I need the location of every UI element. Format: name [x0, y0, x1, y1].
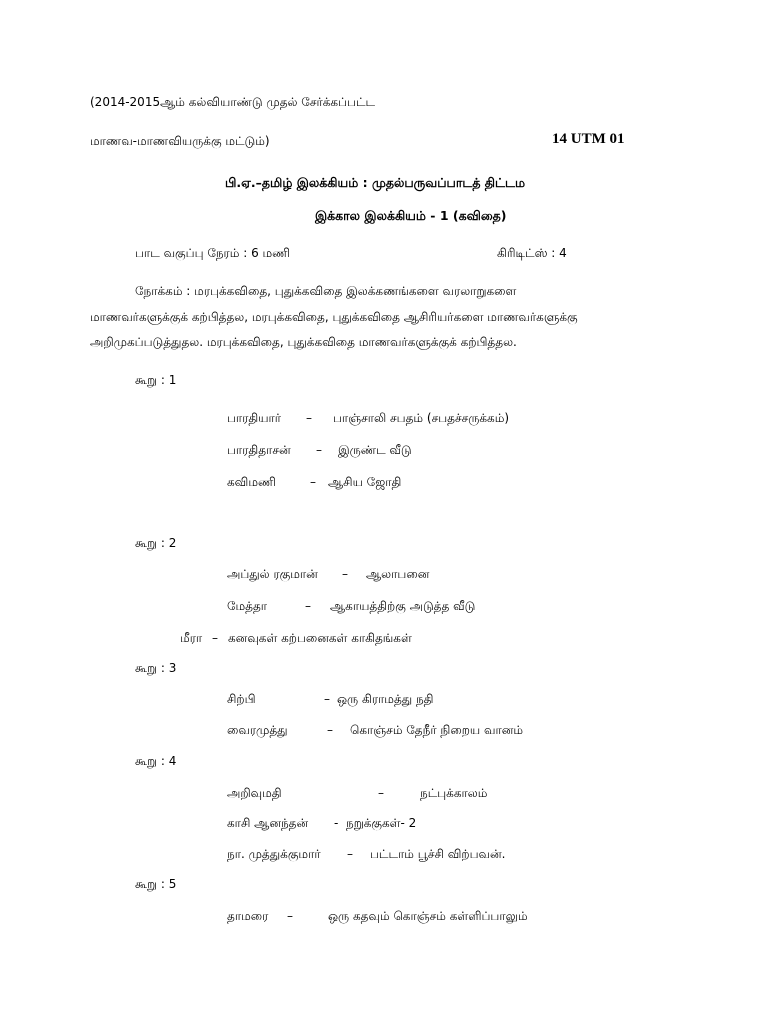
- paper-title: இக்கால இலக்கியம் - 1 (கவிதை): [315, 208, 507, 223]
- unit-item-sep: –: [327, 723, 333, 737]
- unit-item-author: காசி ஆனந்தன்: [227, 816, 309, 830]
- unit-label: கூறு : 3: [135, 661, 177, 675]
- objective-line-3: அறிமுகப்படுத்துதல. மரபுக்கவிதை, புதுக்கவிதை மாணவர்களுக்குக் கற்பித்தல.: [90, 335, 517, 349]
- unit-item-sep: –: [212, 631, 218, 645]
- unit-label: கூறு : 2: [135, 536, 177, 550]
- course-title: பி.ஏ.–தமிழ் இலக்கியம் : முதல்பருவப்பாடத் திட்டம: [225, 175, 526, 190]
- unit-item-sep: –: [324, 692, 330, 706]
- unit-item-author: சிற்பி: [227, 692, 256, 706]
- header-line-2: மாணவ-மாணவியருக்கு மட்டும்): [90, 134, 270, 148]
- unit-item-sep: –: [378, 786, 384, 800]
- unit-item-work: பாஞ்சாலி சபதம் (சபதச்சருக்கம்): [333, 411, 510, 425]
- unit-item-author: பாரதியார்: [227, 411, 282, 425]
- unit-item-work: ஒரு கதவும் கொஞ்சம் கள்ளிப்பாலும்: [328, 909, 528, 923]
- unit-item-author: அறிவுமதி: [227, 786, 282, 800]
- unit-item-sep: –: [347, 847, 353, 861]
- unit-item-work: இருண்ட வீடு: [338, 443, 412, 457]
- unit-item-work: பட்டாம் பூச்சி விற்பவன்.: [370, 847, 506, 861]
- unit-item-work: ஆசிய ஜோதி: [328, 475, 402, 489]
- unit-label: கூறு : 5: [135, 877, 177, 891]
- unit-item-sep: -: [334, 816, 339, 830]
- unit-item-author: பாரதிதாசன்: [227, 443, 291, 457]
- unit-item-work: ஒரு கிராமத்து நதி: [337, 692, 434, 706]
- class-hours: பாட வகுப்பு நேரம் : 6 மணி: [135, 246, 291, 260]
- unit-item-work: கனவுகள் கற்பனைகள் காகிதங்கள்: [228, 631, 412, 645]
- unit-item-work: ஆலாபனை: [366, 567, 430, 581]
- unit-item-work: ஆகாயத்திற்கு அடுத்த வீடு: [330, 599, 476, 613]
- objective-line-2: மாணவர்களுக்குக் கற்பித்தல, மரபுக்கவிதை, புதுக்கவிதை ஆசிரியர்களை மாணவர்களுக்கு: [90, 310, 578, 324]
- unit-item-sep: –: [342, 567, 348, 581]
- objective-line-1: நோக்கம் : மரபுக்கவிதை, புதுக்கவிதை இலக்கணங்களை வரலாறுகளை: [135, 284, 517, 298]
- unit-label: கூறு : 1: [135, 373, 177, 387]
- unit-item-author: மேத்தா: [227, 599, 268, 613]
- credits: கிரிடிட்ஸ் : 4: [497, 246, 567, 260]
- unit-item-author: கவிமணி: [227, 475, 276, 489]
- unit-item-author: வைரமுத்து: [227, 723, 288, 737]
- unit-item-author: நா. முத்துக்குமார்: [227, 847, 321, 861]
- unit-item-sep: –: [305, 599, 311, 613]
- unit-item-work: நட்புக்காலம்: [420, 786, 488, 800]
- unit-item-sep: –: [310, 475, 316, 489]
- unit-item-author: மீரா: [180, 631, 203, 645]
- unit-item-work: நறுக்குகள்- 2: [346, 816, 417, 830]
- unit-item-work: கொஞ்சம் தேநீர் நிறைய வானம்: [350, 723, 524, 737]
- header-line-1: (2014-2015ஆம் கல்வியாண்டு முதல் சேர்க்கப்பட்ட: [90, 95, 376, 109]
- unit-item-sep: –: [306, 411, 312, 425]
- unit-item-author: தாமரை: [227, 909, 269, 923]
- unit-item-sep: –: [316, 443, 322, 457]
- unit-item-sep: –: [287, 909, 293, 923]
- unit-item-author: அப்துல் ரகுமான்: [227, 567, 318, 581]
- course-code: 14 UTM 01: [552, 131, 625, 147]
- unit-label: கூறு : 4: [135, 754, 177, 768]
